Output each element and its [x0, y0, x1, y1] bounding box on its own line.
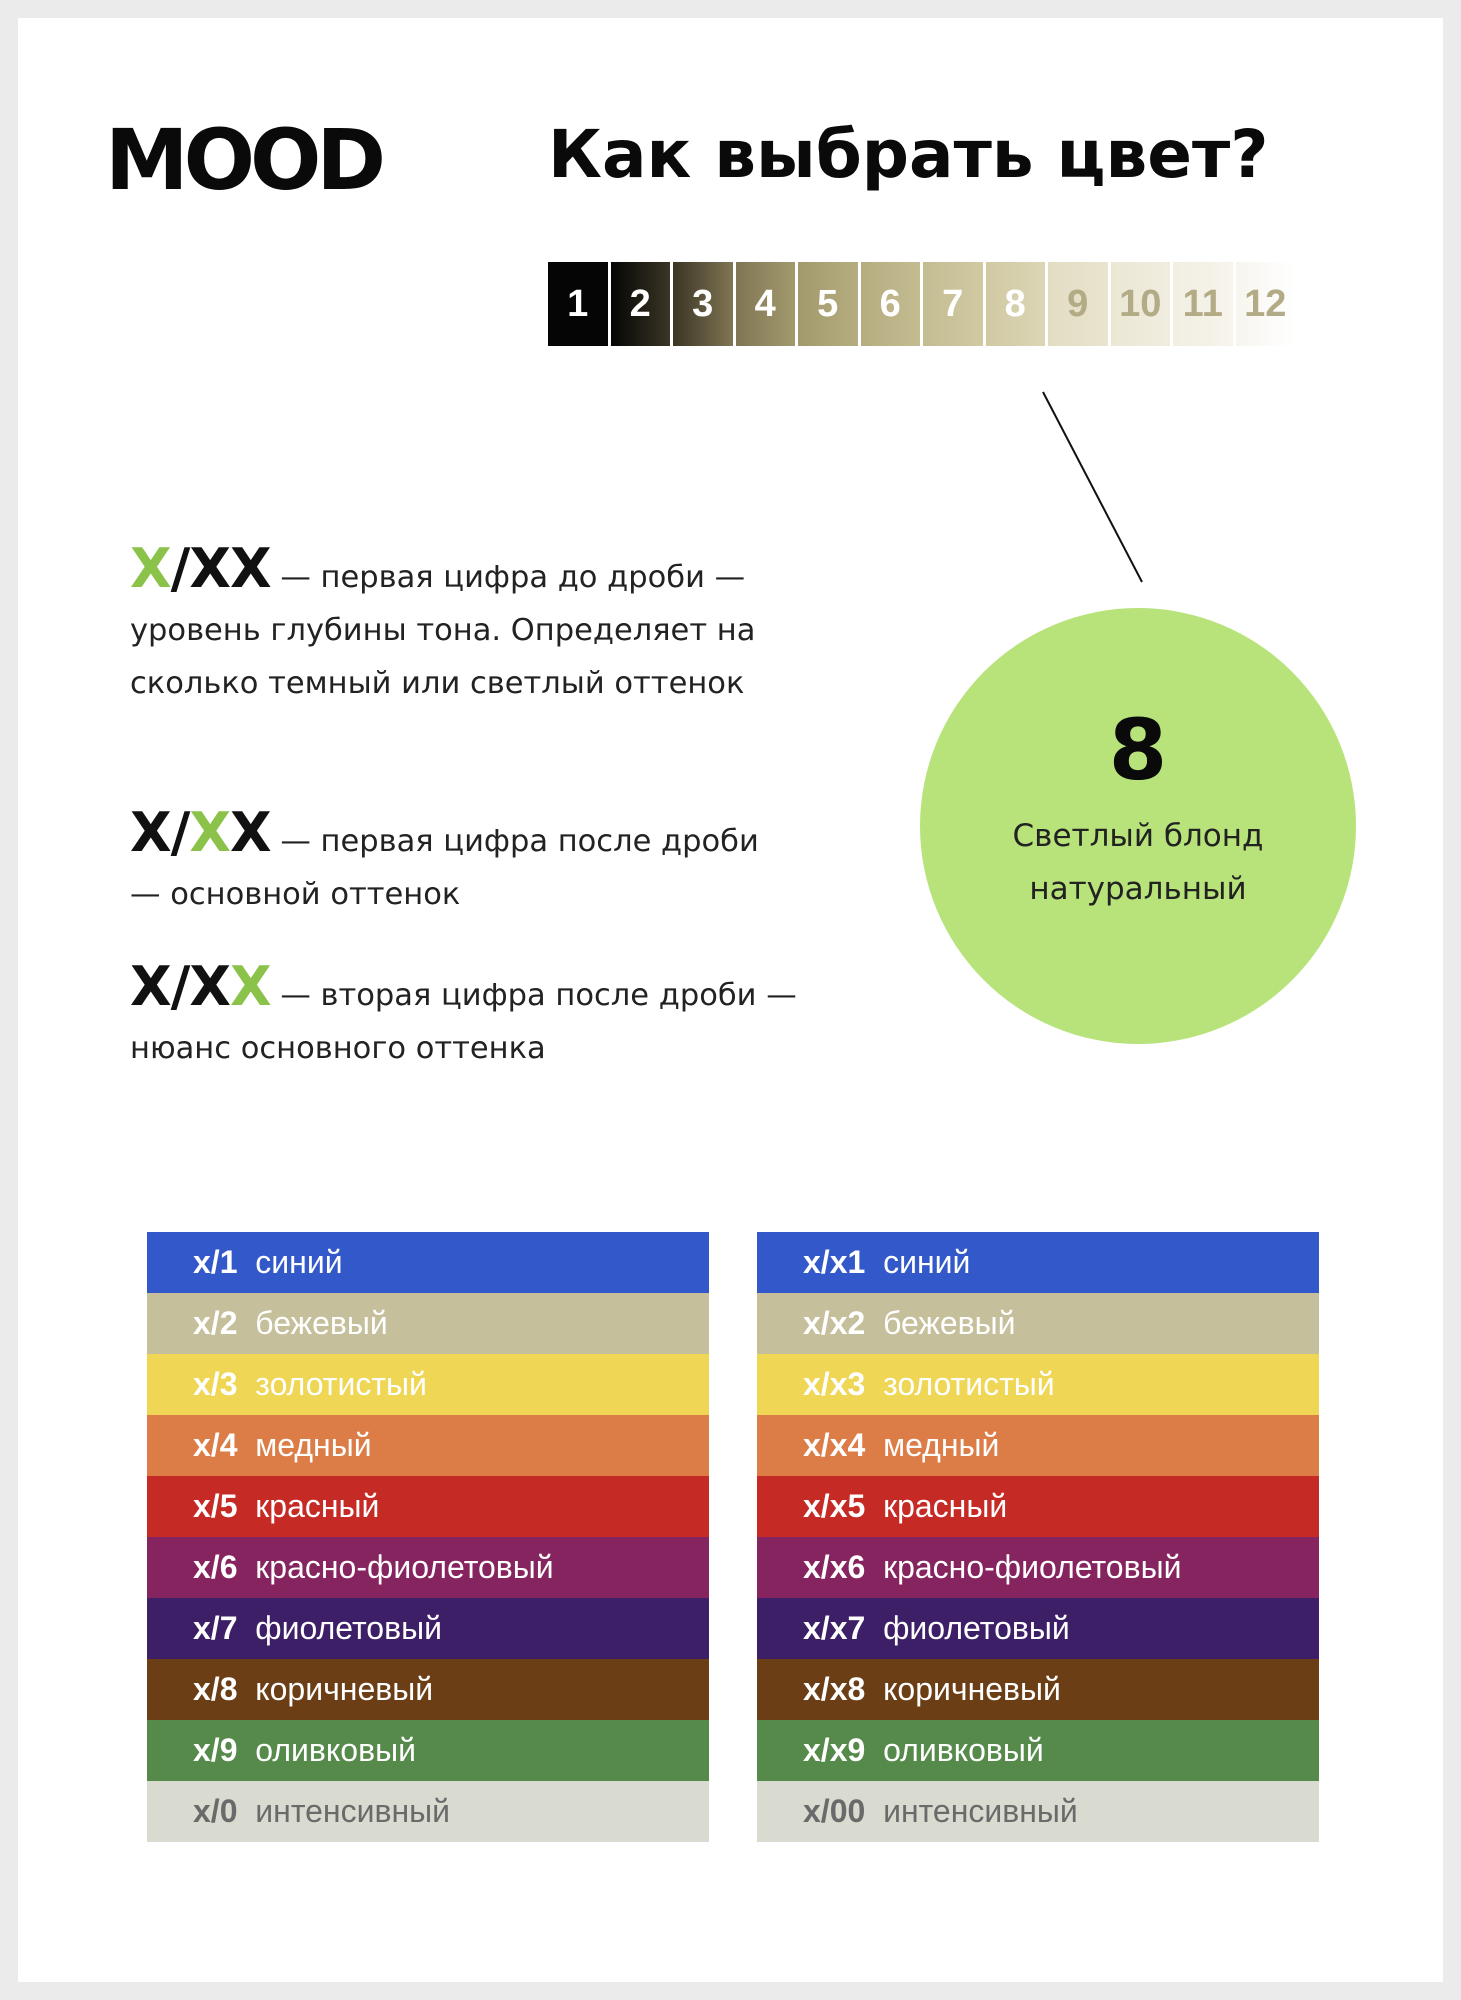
shade-code: x/4 [193, 1427, 238, 1463]
shade-name: бежевый [255, 1305, 388, 1341]
description-main-shade [130, 801, 780, 921]
table-row [147, 1293, 709, 1354]
example-label-line2: натуральный [1029, 871, 1247, 907]
shade-code: x/0 [193, 1793, 238, 1829]
code-nuance: X/XX [130, 955, 271, 1018]
shade-name: золотистый [883, 1366, 1055, 1402]
description-main-shade-text: — первая цифра после дроби — основной оттенок [130, 824, 759, 912]
shade-name: синий [883, 1244, 971, 1280]
scale-level-6: 6 [861, 262, 921, 346]
scale-level-2: 2 [611, 262, 671, 346]
scale-level-3: 3 [673, 262, 733, 346]
shade-name: оливковый [883, 1732, 1044, 1768]
table-row [147, 1720, 709, 1781]
shade-name: бежевый [883, 1305, 1016, 1341]
scale-level-8: 8 [986, 262, 1046, 346]
shade-name: красно-фиолетовый [255, 1549, 554, 1585]
shade-code: x/x9 [803, 1732, 866, 1768]
shade-code: x/x3 [803, 1366, 866, 1402]
shade-name: коричневый [883, 1671, 1061, 1707]
shade-name: золотистый [255, 1366, 427, 1402]
shade-name: интенсивный [883, 1793, 1078, 1829]
shade-code: x/x2 [803, 1305, 866, 1341]
example-label [1013, 810, 1264, 916]
shade-name: красный [883, 1488, 1008, 1524]
table-row [147, 1354, 709, 1415]
scale-level-1: 1 [548, 262, 608, 346]
table-row [757, 1354, 1319, 1415]
table-row [147, 1781, 709, 1842]
shade-code: x/2 [193, 1305, 238, 1341]
table-row [757, 1415, 1319, 1476]
scale-level-5: 5 [798, 262, 858, 346]
shade-code: x/8 [193, 1671, 238, 1707]
shade-name: фиолетовый [883, 1610, 1070, 1646]
scale-level-11: 11 [1173, 262, 1233, 346]
description-nuance-text: — вторая цифра после дроби — нюанс основного оттенка [130, 978, 797, 1066]
example-label-line1: Светлый блонд [1012, 818, 1264, 854]
shade-name: медный [883, 1427, 1000, 1463]
table-row [757, 1720, 1319, 1781]
scale-level-12: 12 [1236, 262, 1296, 346]
brand-logo: MOOD [105, 111, 382, 209]
description-level-text: — первая цифра до дроби — уровень глубины тона. Определяет на сколько темный или светлый оттенок [130, 560, 756, 701]
shade-code: x/6 [193, 1549, 238, 1585]
table-row [757, 1232, 1319, 1293]
shade-code: x/x5 [803, 1488, 866, 1524]
table-row [147, 1415, 709, 1476]
main-shade-table [147, 1232, 709, 1842]
shade-code: x/00 [803, 1793, 866, 1829]
table-row [147, 1659, 709, 1720]
scale-level-7: 7 [923, 262, 983, 346]
table-row [757, 1781, 1319, 1842]
shade-name: красный [255, 1488, 380, 1524]
scale-level-9: 9 [1048, 262, 1108, 346]
table-row [147, 1232, 709, 1293]
nuance-table [757, 1232, 1319, 1842]
shade-name: синий [255, 1244, 343, 1280]
table-row [147, 1598, 709, 1659]
shade-name: красно-фиолетовый [883, 1549, 1182, 1585]
description-level [130, 537, 850, 710]
shade-code: x/x8 [803, 1671, 866, 1707]
table-row [147, 1476, 709, 1537]
description-nuance [130, 955, 850, 1075]
shade-code: x/1 [193, 1244, 238, 1280]
example-circle [920, 608, 1356, 1044]
shade-code: x/x6 [803, 1549, 866, 1585]
scale-level-10: 10 [1111, 262, 1171, 346]
table-row [147, 1537, 709, 1598]
shade-code: x/x1 [803, 1244, 866, 1280]
shade-code: x/7 [193, 1610, 238, 1646]
table-row [757, 1293, 1319, 1354]
code-level: X/XX [130, 537, 271, 600]
shade-code: x/x4 [803, 1427, 866, 1463]
shade-code: x/x7 [803, 1610, 866, 1646]
table-row [757, 1537, 1319, 1598]
page-title: Как выбрать цвет? [548, 116, 1269, 193]
scale-level-4: 4 [736, 262, 796, 346]
shade-code: x/3 [193, 1366, 238, 1402]
table-row [757, 1659, 1319, 1720]
shade-name: коричневый [255, 1671, 434, 1707]
shade-code: x/5 [193, 1488, 238, 1524]
code-main-shade: X/XX [130, 801, 271, 864]
shade-name: фиолетовый [255, 1610, 442, 1646]
table-row [757, 1476, 1319, 1537]
example-number: 8 [1108, 701, 1168, 799]
shade-code: x/9 [193, 1732, 238, 1768]
table-row [757, 1598, 1319, 1659]
shade-name: интенсивный [255, 1793, 450, 1829]
shade-name: медный [255, 1427, 372, 1463]
shade-name: оливковый [255, 1732, 416, 1768]
